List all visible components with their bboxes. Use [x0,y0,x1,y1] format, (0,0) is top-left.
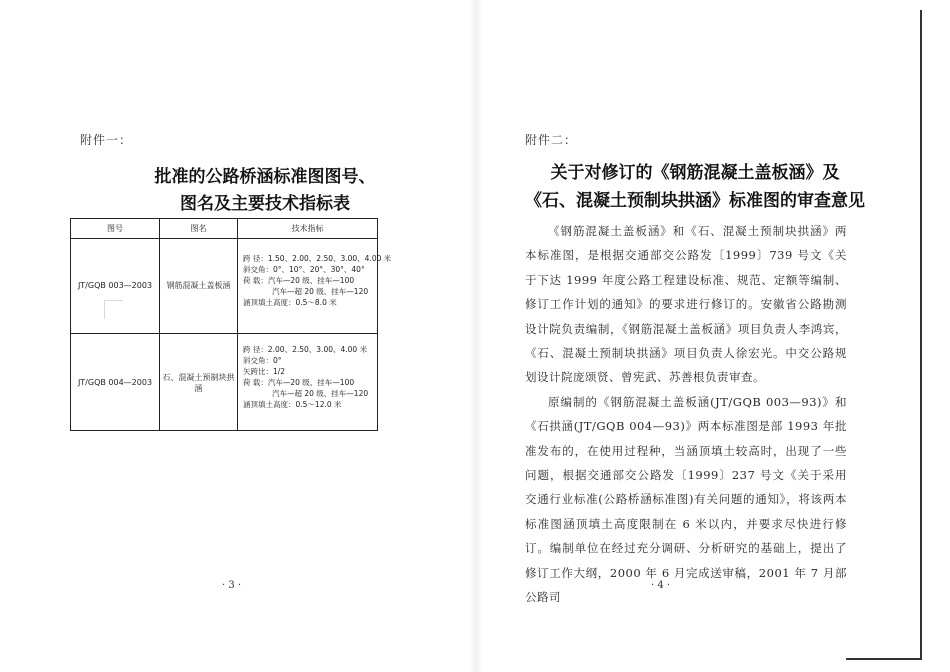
page-edge-hook [846,658,922,660]
right-title-line1: 关于对修订的《钢筋混凝土盖板涵》及 [550,163,840,183]
spec-line: 矢跨比：1/2 [243,367,286,376]
page-number-right: · 4 · [651,580,671,591]
table-row [71,333,377,431]
right-title-line2: 《石、混凝土预制块拱涵》标准图的审查意见 [525,191,865,211]
left-title-line2: 图名及主要技术指标表 [180,194,350,214]
spec-line: 斜交角：0°、10°、20°、30°、40° [243,265,365,274]
row-code: JT/GQB 004—2003 [77,378,153,387]
spec-line: 涵顶填土高度：0.5～12.0 米 [243,400,342,409]
review-opinion-body [525,219,847,610]
spec-line: 跨 径：2.00、2.50、3.00、4.00 米 [243,345,368,354]
spec-line: 涵顶填土高度：0.5～8.0 米 [243,298,337,307]
row-code: JT/GQB 003—2003 [77,281,153,290]
spec-line: 跨 径：1.50、2.00、2.50、3.00、4.00 米 [243,254,392,263]
row-specs [243,344,368,410]
attachment-one-label: 附件一： [80,133,133,147]
paragraph: 原编制的《钢筋混凝土盖板涵(JT/GQB 003—93)》和《石拱涵(JT/GQB 004—93)》两本标准图是部 1993 年批准发布的，在使用过程种，当涵顶填土较高时，出现了一些问题，根据交通部交公路发〔1999〕237 号文《关于采用交通行业标准(公路桥涵标准图)有关问题的通知》，将该两本标准图涵顶填土高度限制在 6 米以内，并要求尽快进行修订。编制单位在经过充分调研、分析研究的基础上，提出了修订工作大纲，2000 年 6 月完成送审稿，2001 年 7 月部公路司 [525,394,847,605]
spec-line: 斜交角：0° [243,356,282,365]
spec-line: 汽车—超 20 级、挂车—120 [272,389,369,398]
spec-line: 汽车—超 20 级、挂车—120 [272,287,369,296]
attachment-two-label: 附件二： [525,133,578,147]
row-specs [243,253,391,308]
page-number-left: · 3 · [222,580,242,591]
header-specs: 技术指标 [291,224,324,233]
table-row [71,238,392,334]
spec-line: 荷 载：汽车—20 级、挂车—100 [243,276,355,285]
header-code: 图号 [107,224,123,233]
spec-line: 荷 载：汽车—20 级、挂车—100 [243,378,355,387]
table-header [71,219,377,239]
page-edge-line [920,10,922,660]
row-name: 石、混凝土预制块拱涵 [162,372,235,393]
left-title-line1: 批准的公路桥涵标准图图号、 [154,167,376,187]
page-fold-shadow [468,0,484,672]
header-name: 图名 [190,224,207,233]
row-name: 钢筋混凝土盖板涵 [166,281,231,290]
paragraph: 《钢筋混凝土盖板涵》和《石、混凝土预制块拱涵》两本标准图，是根据交通部交公路发〔1999〕739 号文《关于下达 1999 年度公路工程建设标准、规范、定额等编制、修订工作计划的通知》的要求进行修订的。安徽省公路勘测设计院负责编制，《钢筋混凝土盖板涵》项目负责人李鸿宾，《石、混凝土预制块拱涵》项目负责人徐宏光。中交公路规划设计院庞颂贤、曾宪武、苏善根负责审查。 [525,224,847,385]
standards-table [70,218,392,431]
